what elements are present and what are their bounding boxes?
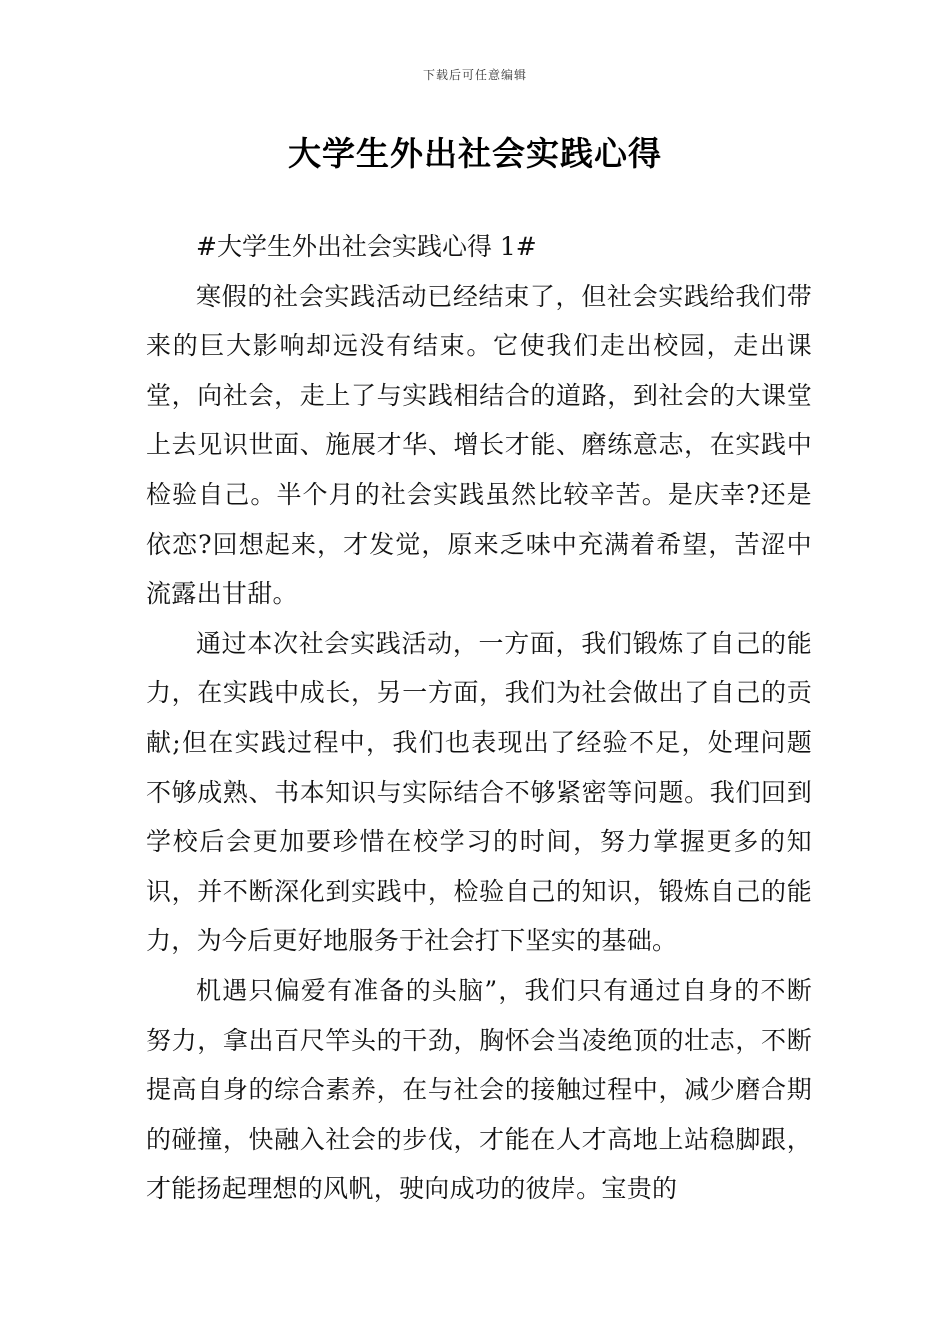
document-title: 大学生外出社会实践心得 <box>288 134 662 173</box>
section-heading: #大学生外出社会实践心得 1# <box>196 232 537 261</box>
header-note: 下载后可任意编辑 <box>422 68 527 82</box>
paragraph-3: 机遇只偏爱有准备的头脑”，我们只有通过自身的不断努力，拿出百尺竿头的干劲，胸怀会当凌绝顶的壮志，不断提高自身的综合素养，在与社会的接触过程中，减少磨合期的碰撞，快融入社会的步伐，才能在人才高地上站稳脚跟，才能扬起理想的风帆，驶向成功的彼岸。宝贵的 <box>146 975 812 1204</box>
paragraph-2: 通过本次社会实践活动，一方面，我们锻炼了自己的能力，在实践中成长，另一方面，我们为社会做出了自己的贡献;但在实践过程中，我们也表现出了经验不足，处理问题不够成熟、书本知识与实际结合不够紧密等问题。我们回到学校后会更加要珍惜在校学习的时间，努力掌握更多的知识，并不断深化到实践中，检验自己的知识，锻炼自己的能力，为今后更好地服务于社会打下坚实的基础。 <box>146 628 812 956</box>
paragraph-1: 寒假的社会实践活动已经结束了，但社会实践给我们带来的巨大影响却远没有结束。它使我们走出校园，走出课堂，向社会，走上了与实践相结合的道路，到社会的大课堂上去见识世面、施展才华、增长才能、磨练意志，在实践中检验自己。半个月的社会实践虽然比较辛苦。是庆幸?还是依恋?回想起来，才发觉，原来乏味中充满着希望，苦涩中流露出甘甜。 <box>146 281 812 609</box>
document-body <box>146 222 812 1214</box>
